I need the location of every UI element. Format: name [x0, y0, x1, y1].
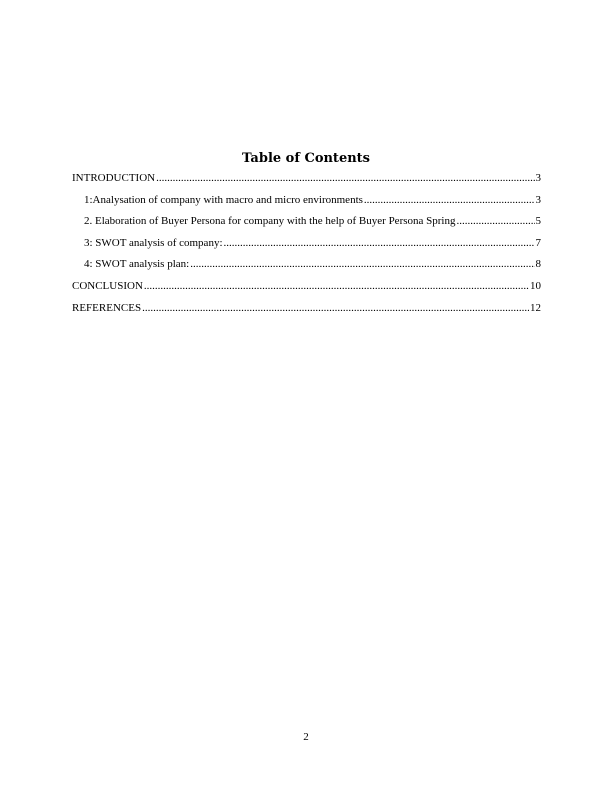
toc-dot-leader: [224, 236, 535, 250]
toc-dot-leader: [144, 279, 529, 293]
toc-dot-leader: [364, 193, 535, 207]
toc-dot-leader: [456, 214, 534, 228]
toc-entry-swot-plan[interactable]: [72, 256, 541, 278]
toc-entry-page: 3: [535, 193, 541, 206]
toc-entry-page: 12: [530, 301, 541, 314]
toc-entry-conclusion[interactable]: [72, 278, 541, 300]
toc-dot-leader: [156, 171, 534, 185]
toc-entry-page: 8: [535, 258, 541, 271]
toc-entry-label: CONCLUSION: [72, 279, 143, 292]
toc-entry-page: 7: [535, 236, 541, 249]
table-of-contents: [72, 170, 541, 321]
toc-entry-label: 3: SWOT analysis of company:: [84, 236, 223, 249]
toc-entry-swot-analysis[interactable]: [72, 235, 541, 257]
toc-entry-label: 4: SWOT analysis plan:: [84, 258, 190, 271]
toc-entry-label: REFERENCES: [72, 301, 142, 314]
toc-entry-page: 5: [535, 215, 541, 228]
toc-entry-page: 3: [535, 172, 541, 184]
toc-dot-leader: [142, 301, 529, 315]
toc-entry-buyer-persona[interactable]: [72, 213, 541, 235]
toc-entry-introduction[interactable]: [72, 170, 541, 192]
toc-title: Table of Contents: [242, 151, 370, 166]
toc-entry-label: 2. Elaboration of Buyer Persona for company with the help of Buyer Persona Spring: [84, 215, 456, 228]
page-number: 2: [303, 731, 309, 743]
toc-entry-page: 10: [530, 279, 541, 292]
toc-dot-leader: [190, 257, 534, 271]
toc-entry-references[interactable]: [72, 300, 541, 322]
toc-entry-macro-micro-analysis[interactable]: [72, 192, 541, 214]
toc-entry-label: INTRODUCTION: [72, 172, 156, 184]
toc-entry-label: 1:Analysation of company with macro and micro environments: [84, 193, 363, 206]
